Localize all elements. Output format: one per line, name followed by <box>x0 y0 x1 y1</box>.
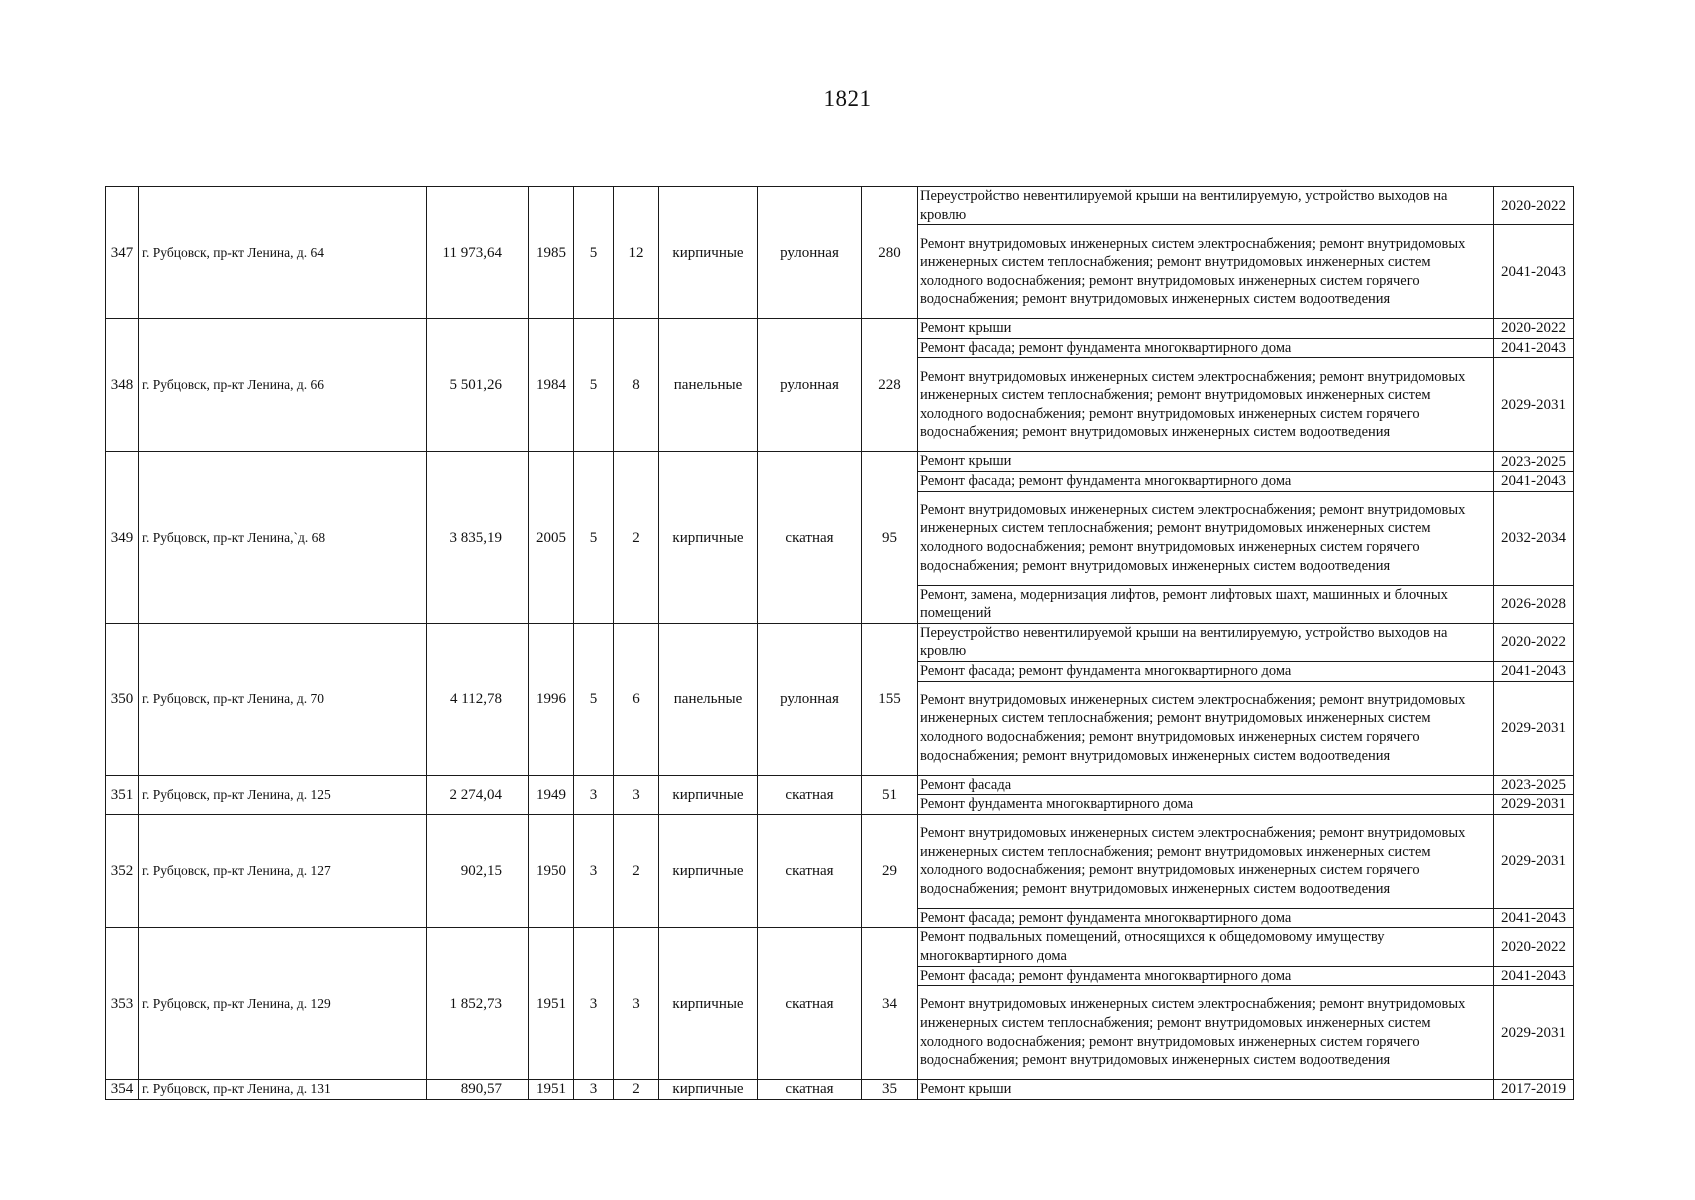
house-address: г. Рубцовск, пр-кт Ленина, д. 64 <box>139 187 427 319</box>
floor-count: 5 <box>574 452 614 623</box>
build-year: 1950 <box>529 814 574 928</box>
repair-work: Ремонт внутридомовых инженерных систем электроснабжения; ремонт внутридомовых инженерных систем теплоснабжения; ремонт внутридомовых инженерных систем холодного водоснабжения; ремонт внутридомовых инженерных систем горячего водоснабжения; ремонт внутридомовых инженерных систем водоотведения <box>918 986 1494 1080</box>
repair-work: Ремонт фасада; ремонт фундамента многоквартирного дома <box>918 908 1494 928</box>
repair-work: Переустройство невентилируемой крыши на вентилируемую, устройство выходов на кровлю <box>918 623 1494 661</box>
repair-period: 2023-2025 <box>1494 452 1574 472</box>
build-year: 1951 <box>529 1080 574 1100</box>
repair-work: Ремонт внутридомовых инженерных систем электроснабжения; ремонт внутридомовых инженерных систем теплоснабжения; ремонт внутридомовых инженерных систем холодного водоснабжения; ремонт внутридомовых инженерных систем горячего водоснабжения; ремонт внутридомовых инженерных систем водоотведения <box>918 681 1494 775</box>
total-area: 890,57 <box>427 1080 529 1100</box>
total-area: 4 112,78 <box>427 623 529 775</box>
repair-period: 2020-2022 <box>1494 623 1574 661</box>
wall-material: кирпичные <box>659 187 758 319</box>
repair-work: Ремонт подвальных помещений, относящихся к общедомовому имуществу многоквартирного дома <box>918 928 1494 966</box>
roof-type: скатная <box>758 928 862 1080</box>
house-address: г. Рубцовск, пр-кт Ленина, д. 66 <box>139 319 427 452</box>
repair-period: 2026-2028 <box>1494 585 1574 623</box>
repair-period: 2017-2019 <box>1494 1080 1574 1100</box>
wall-material: кирпичные <box>659 928 758 1080</box>
floor-count: 3 <box>574 1080 614 1100</box>
resident-count: 34 <box>862 928 918 1080</box>
repair-work: Ремонт фасада; ремонт фундамента многоквартирного дома <box>918 338 1494 358</box>
table-row <box>106 623 1574 661</box>
entrance-count: 12 <box>614 187 659 319</box>
roof-type: скатная <box>758 775 862 814</box>
repair-period: 2020-2022 <box>1494 187 1574 225</box>
repair-period: 2029-2031 <box>1494 681 1574 775</box>
row-number: 347 <box>106 187 139 319</box>
repair-period: 2020-2022 <box>1494 319 1574 339</box>
house-address: г. Рубцовск, пр-кт Ленина, д. 127 <box>139 814 427 928</box>
repair-work: Ремонт крыши <box>918 1080 1494 1100</box>
house-address: г. Рубцовск, пр-кт Ленина,`д. 68 <box>139 452 427 623</box>
entrance-count: 2 <box>614 814 659 928</box>
row-number: 353 <box>106 928 139 1080</box>
table-row <box>106 452 1574 472</box>
build-year: 1984 <box>529 319 574 452</box>
table-row <box>106 319 1574 339</box>
resident-count: 95 <box>862 452 918 623</box>
floor-count: 3 <box>574 814 614 928</box>
entrance-count: 3 <box>614 775 659 814</box>
repair-work: Ремонт, замена, модернизация лифтов, ремонт лифтовых шахт, машинных и блочных помещений <box>918 585 1494 623</box>
resident-count: 29 <box>862 814 918 928</box>
repair-work: Ремонт фасада; ремонт фундамента многоквартирного дома <box>918 966 1494 986</box>
repair-work: Ремонт внутридомовых инженерных систем электроснабжения; ремонт внутридомовых инженерных систем теплоснабжения; ремонт внутридомовых инженерных систем холодного водоснабжения; ремонт внутридомовых инженерных систем горячего водоснабжения; ремонт внутридомовых инженерных систем водоотведения <box>918 491 1494 585</box>
resident-count: 228 <box>862 319 918 452</box>
repair-work: Ремонт внутридомовых инженерных систем электроснабжения; ремонт внутридомовых инженерных систем теплоснабжения; ремонт внутридомовых инженерных систем холодного водоснабжения; ремонт внутридомовых инженерных систем горячего водоснабжения; ремонт внутридомовых инженерных систем водоотведения <box>918 358 1494 452</box>
total-area: 902,15 <box>427 814 529 928</box>
repair-period: 2041-2043 <box>1494 661 1574 681</box>
table-row <box>106 187 1574 225</box>
repair-period: 2041-2043 <box>1494 966 1574 986</box>
wall-material: панельные <box>659 319 758 452</box>
repair-work: Ремонт фасада; ремонт фундамента многоквартирного дома <box>918 661 1494 681</box>
repair-work: Ремонт крыши <box>918 319 1494 339</box>
repair-period: 2032-2034 <box>1494 491 1574 585</box>
total-area: 1 852,73 <box>427 928 529 1080</box>
total-area: 11 973,64 <box>427 187 529 319</box>
row-number: 348 <box>106 319 139 452</box>
row-number: 352 <box>106 814 139 928</box>
repair-period: 2029-2031 <box>1494 814 1574 908</box>
table-row <box>106 1080 1574 1100</box>
table-row <box>106 814 1574 908</box>
page-number: 1821 <box>823 86 872 111</box>
row-number: 351 <box>106 775 139 814</box>
roof-type: рулонная <box>758 187 862 319</box>
repair-period: 2020-2022 <box>1494 928 1574 966</box>
house-address: г. Рубцовск, пр-кт Ленина, д. 131 <box>139 1080 427 1100</box>
resident-count: 51 <box>862 775 918 814</box>
repair-period: 2041-2043 <box>1494 338 1574 358</box>
build-year: 1949 <box>529 775 574 814</box>
capital-repair-table <box>105 186 1574 1100</box>
roof-type: скатная <box>758 452 862 623</box>
table-row <box>106 775 1574 795</box>
house-address: г. Рубцовск, пр-кт Ленина, д. 129 <box>139 928 427 1080</box>
wall-material: панельные <box>659 623 758 775</box>
repair-work: Переустройство невентилируемой крыши на вентилируемую, устройство выходов на кровлю <box>918 187 1494 225</box>
repair-work: Ремонт крыши <box>918 452 1494 472</box>
repair-work: Ремонт внутридомовых инженерных систем электроснабжения; ремонт внутридомовых инженерных систем теплоснабжения; ремонт внутридомовых инженерных систем холодного водоснабжения; ремонт внутридомовых инженерных систем горячего водоснабжения; ремонт внутридомовых инженерных систем водоотведения <box>918 814 1494 908</box>
table-body <box>106 187 1574 1100</box>
entrance-count: 2 <box>614 1080 659 1100</box>
repair-work: Ремонт фасада <box>918 775 1494 795</box>
floor-count: 5 <box>574 187 614 319</box>
wall-material: кирпичные <box>659 775 758 814</box>
resident-count: 280 <box>862 187 918 319</box>
floor-count: 3 <box>574 928 614 1080</box>
row-number: 354 <box>106 1080 139 1100</box>
total-area: 3 835,19 <box>427 452 529 623</box>
build-year: 1951 <box>529 928 574 1080</box>
entrance-count: 3 <box>614 928 659 1080</box>
resident-count: 35 <box>862 1080 918 1100</box>
wall-material: кирпичные <box>659 1080 758 1100</box>
wall-material: кирпичные <box>659 814 758 928</box>
repair-period: 2041-2043 <box>1494 225 1574 319</box>
build-year: 1985 <box>529 187 574 319</box>
total-area: 2 274,04 <box>427 775 529 814</box>
entrance-count: 2 <box>614 452 659 623</box>
repair-period: 2029-2031 <box>1494 358 1574 452</box>
repair-work: Ремонт фасада; ремонт фундамента многоквартирного дома <box>918 471 1494 491</box>
repair-period: 2029-2031 <box>1494 986 1574 1080</box>
house-address: г. Рубцовск, пр-кт Ленина, д. 70 <box>139 623 427 775</box>
roof-type: скатная <box>758 1080 862 1100</box>
table-row <box>106 928 1574 966</box>
repair-period: 2041-2043 <box>1494 471 1574 491</box>
repair-work: Ремонт внутридомовых инженерных систем электроснабжения; ремонт внутридомовых инженерных систем теплоснабжения; ремонт внутридомовых инженерных систем холодного водоснабжения; ремонт внутридомовых инженерных систем горячего водоснабжения; ремонт внутридомовых инженерных систем водоотведения <box>918 225 1494 319</box>
floor-count: 5 <box>574 319 614 452</box>
wall-material: кирпичные <box>659 452 758 623</box>
repair-period: 2041-2043 <box>1494 908 1574 928</box>
build-year: 1996 <box>529 623 574 775</box>
repair-work: Ремонт фундамента многоквартирного дома <box>918 795 1494 815</box>
total-area: 5 501,26 <box>427 319 529 452</box>
repair-period: 2029-2031 <box>1494 795 1574 815</box>
floor-count: 5 <box>574 623 614 775</box>
entrance-count: 8 <box>614 319 659 452</box>
repair-period: 2023-2025 <box>1494 775 1574 795</box>
roof-type: рулонная <box>758 319 862 452</box>
resident-count: 155 <box>862 623 918 775</box>
entrance-count: 6 <box>614 623 659 775</box>
build-year: 2005 <box>529 452 574 623</box>
house-address: г. Рубцовск, пр-кт Ленина, д. 125 <box>139 775 427 814</box>
row-number: 350 <box>106 623 139 775</box>
row-number: 349 <box>106 452 139 623</box>
roof-type: скатная <box>758 814 862 928</box>
floor-count: 3 <box>574 775 614 814</box>
roof-type: рулонная <box>758 623 862 775</box>
